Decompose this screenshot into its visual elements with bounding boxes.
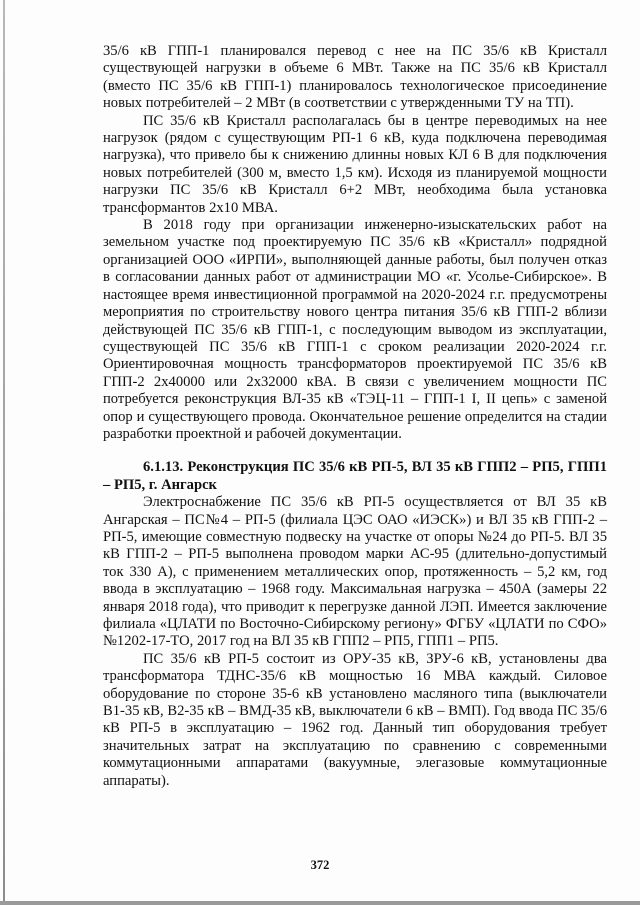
paragraph-rp5-equipment: ПС 35/6 кВ РП-5 состоит из ОРУ-35 кВ, ЗРУ-6 кВ, установлены два трансформатора ТДНС-35/6 кВ мощностью 16 МВА каждый. Силовое оборудование по стороне 35-6 кВ установлено масляного типа (выключатели В1-35 кВ, В2-35 кВ – ВМД-35 кВ, выключатели 6 кВ – ВМП). Год ввода ПС 35/6 кВ РП-5 в эксплуатацию – 1962 год. Данный тип оборудования требует значительных затрат на эксплуатацию по сравнению с современными коммутационными аппаратами (вакуумные, элегазовые коммутационные аппараты).	[103, 650, 607, 789]
scan-bottom-edge	[0, 901, 640, 905]
document-body	[103, 43, 607, 790]
paragraph-kristall-location: ПС 35/6 кВ Кристалл располагалась бы в центре переводимых на нее нагрузок (рядом с существующим РП-1 6 кВ, куда подключена переводимая нагрузка), что привело бы к снижению длинны новых КЛ 6 В для подключения новых потребителей (300 м, вместо 1,5 км). Исходя из планируемой мощности нагрузки ПС 35/6 кВ Кристалл 6+2 МВт, необходима была установка трансформантов 2х10 МВА.	[103, 112, 607, 216]
paragraph-rp5-supply: Электроснабжение ПС 35/6 кВ РП-5 осуществляется от ВЛ 35 кВ Ангарская – ПС№4 – РП-5 (филиала ЦЭС ОАО «ИЭСК») и ВЛ 35 кВ ГПП-2 – РП-5, имеющие совместную подвеску на участке от опоры №24 до РП-5. ВЛ 35 кВ ГПП-2 – РП-5 выполнена проводом марки АС-95 (длительно-допустимый ток 330 А), с применением металлических опор, протяженность – 5,2 км, год ввода в эксплуатацию – 1968 году. Максимальная нагрузка – 450А (замеры 22 января 2018 года), что приводит к перегрузке данной ЛЭП. Имеется заключение филиала «ЦЛАТИ по Восточно-Сибирскому региону» ФГБУ «ЦЛАТИ по СФО» №1202-17-ТО, 2017 год на ВЛ 35 кВ ГПП2 – РП5, ГПП1 – РП5.	[103, 494, 607, 650]
scan-left-edge	[3, 0, 5, 905]
page-number: 372	[310, 858, 330, 872]
paragraph-gpp2-plan: В 2018 году при организации инженерно-изыскательских работ на земельном участке под проектируемую ПС 35/6 кВ «Кристалл» подрядной организацией ООО «ИРПИ», выполняющей данные работы, был получен отказ в согласовании данных работ от администрации МО «г. Усолье-Сибирское». В настоящее время инвестиционной программой на 2020-2024 г.г. предусмотрены мероприятия по строительству нового центра питания 35/6 кВ ГПП-2 вблизи действующей ПС 35/6 кВ ГПП-1, с последующим выводом из эксплуатации, существующей ПС 35/6 кВ ГПП-1 с сроком реализации 2020-2024 г.г. Ориентировочная мощность трансформаторов проектируемой ПС 35/6 кВ ГПП-2 2х40000 или 2х32000 кВА. В связи с увеличением мощности ПС потребуется реконструкция ВЛ-35 кВ «ТЭЦ-11 – ГПП-1 I, II цепь» с заменой опор и существующего провода. Окончательное решение определится на стадии разработки проектной и рабочей документации.	[103, 217, 607, 442]
paragraph-continuation: 35/6 кВ ГПП-1 планировался перевод с нее на ПС 35/6 кВ Кристалл существующей нагрузки в объеме 6 МВт. Также на ПС 35/6 кВ Кристалл (вместо ПС 35/6 кВ ГПП-1) планировалось технологическое присоединение новых потребителей – 2 МВт (в соответствии с утвержденными ТУ на ТП).	[103, 43, 607, 112]
section-heading: 6.1.13. Реконструкция ПС 35/6 кВ РП-5, ВЛ 35 кВ ГПП2 – РП5, ГПП1 – РП5, г. Ангарск	[103, 459, 607, 493]
